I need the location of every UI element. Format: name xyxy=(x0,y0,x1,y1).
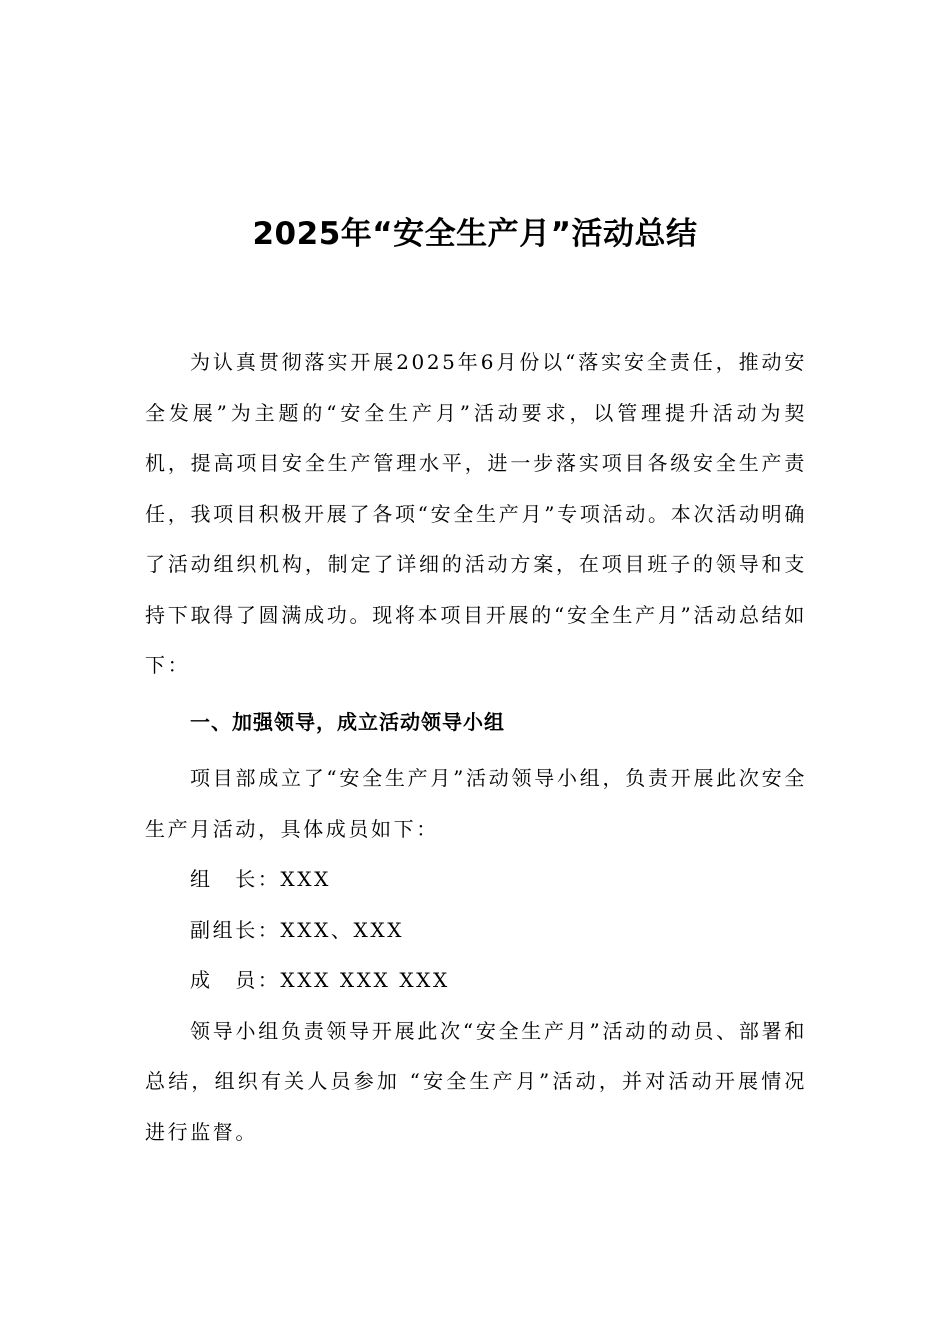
document-body xyxy=(145,337,807,1157)
section-1-paragraph: 项目部成立了“安全生产月”活动领导小组，负责开展此次安全生产月活动，具体成员如下： xyxy=(145,766,807,841)
section-heading-1: 一、加强领导，成立活动领导小组 xyxy=(190,709,505,734)
document-title: 2025年“安全生产月”活动总结 xyxy=(252,216,698,252)
intro-paragraph: 为认真贯彻落实开展2025年6月份以“落实安全责任，推动安全发展”为主题的“安全生产月”活动要求，以管理提升活动为契机，提高项目安全生产管理水平，进一步落实项目各级安全生产责任，我项目积极开展了各项“安全生产月”专项活动。本次活动明确了活动组织机构，制定了详细的活动方案，在项目班子的领导和支持下取得了圆满成功。现将本项目开展的“安全生产月”活动总结如下： xyxy=(145,350,807,677)
group-leader-line: 组 长：XXX xyxy=(190,867,331,891)
group-members-line: 成 员：XXX XXX XXX xyxy=(190,968,450,992)
deputy-leader-line: 副组长：XXX、XXX xyxy=(190,917,405,942)
section-1-closing-paragraph: 领导小组负责领导开展此次“安全生产月”活动的动员、部署和总结，组织有关人员参加 “安全生产月”活动，并对活动开展情况进行监督。 xyxy=(145,1018,807,1144)
